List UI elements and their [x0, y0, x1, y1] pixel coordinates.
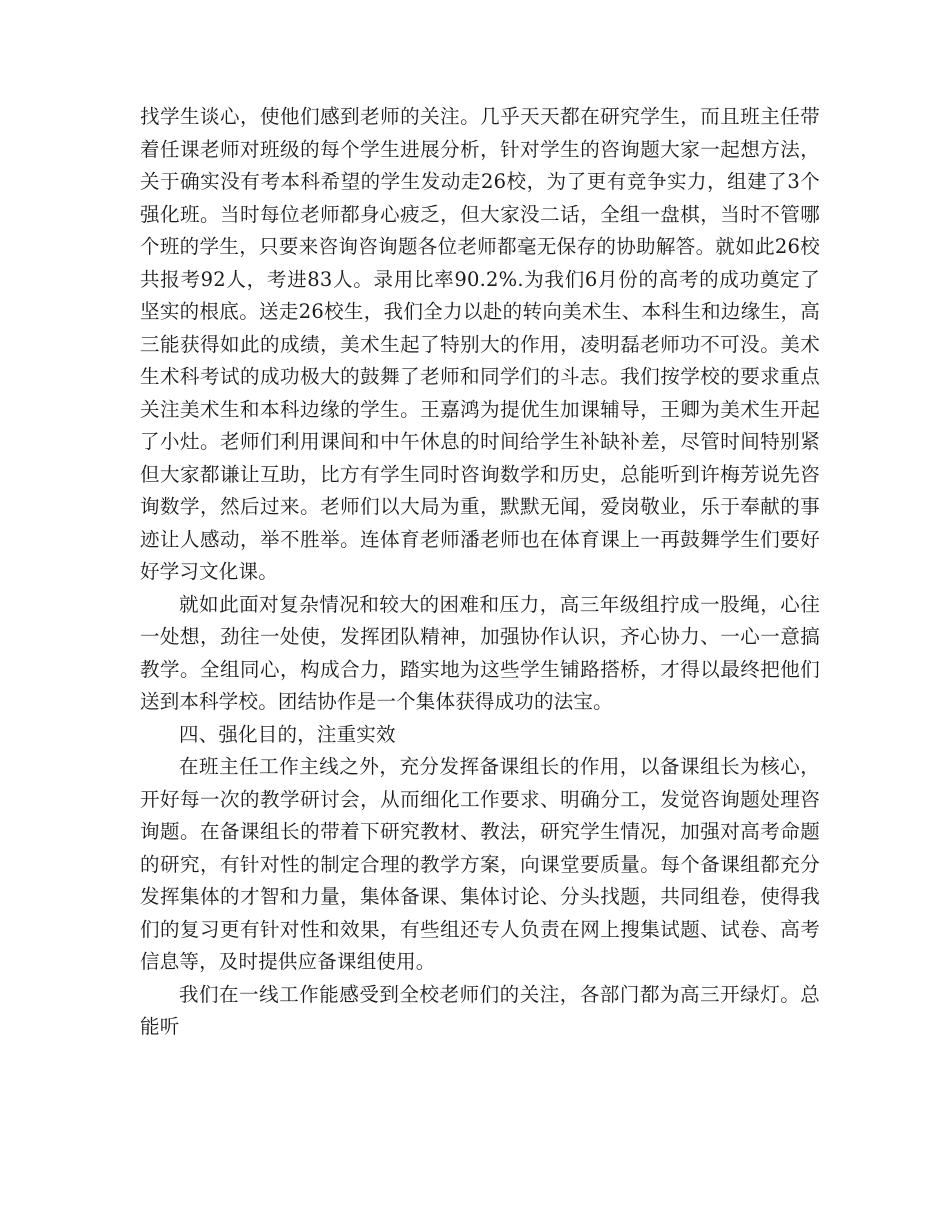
- document-body: [140, 101, 820, 1044]
- paragraph-2: 就如此面对复杂情况和较大的困难和压力，高三年级组拧成一股绳，心往一处想，劲往一处使，发挥团队精神，加强协作认识，齐心协力、一心一意搞教学。全组同心，构成合力，踏实地为这些学生铺路搭桥，才得以最终把他们送到本科学校。团结协作是一个集体获得成功的法宝。: [140, 592, 820, 713]
- paragraph-1: 找学生谈心，使他们感到老师的关注。几乎天天都在研究学生，而且班主任带着任课老师对班级的每个学生进展分析，针对学生的咨询题大家一起想方法，关于确实没有考本科希望的学生发动走26校，为了更有竞争实力，组建了3个强化班。当时每位老师都身心疲乏，但大家没二话，全组一盘棋，当时不管哪个班的学生，只要来咨询咨询题各位老师都毫无保存的协助解答。就如此26校共报考92人，考进83人。录用比率90.2%.为我们6月份的高考的成功奠定了坚实的根底。送走26校生，我们全力以赴的转向美术生、本科生和边缘生，高三能获得如此的成绩，美术生起了特别大的作用，凌明磊老师功不可没。美术生术科考试的成功极大的鼓舞了老师和同学们的斗志。我们按学校的要求重点关注美术生和本科边缘的学生。王嘉鸿为提优生加课辅导，王卿为美术生开起了小灶。老师们利用课间和中午休息的时间给学生补缺补差，尽管时间特别紧但大家都谦让互助，比方有学生同时咨询数学和历史，总能听到许梅芳说先咨询数学，然后过来。老师们以大局为重，默默无闻，爱岗敬业，乐于奉献的事迹让人感动，举不胜举。连体育老师潘老师也在体育课上一再鼓舞学生们要好好学习文化课。: [140, 105, 820, 583]
- paragraph-5: 我们在一线工作能感受到全校老师们的关注，各部门都为高三开绿灯。总能听: [140, 982, 820, 1038]
- section-heading: 四、强化目的，注重实效: [179, 722, 396, 746]
- paragraph-4: 在班主任工作主线之外，充分发挥备课组长的作用，以备课组长为核心，开好每一次的教学研讨会，从而细化工作要求、明确分工，发觉咨询题处理咨询题。在备课组长的带着下研究教材、教法，研究学生情况，加强对高考命题的研究，有针对性的制定合理的教学方案，向课堂要质量。每个备课组都充分发挥集体的才智和力量，集体备课、集体讨论、分头找题，共同组卷，使得我们的复习更有针对性和效果，有些组还专人负责在网上搜集试题、试卷、高考信息等，及时提供应备课组使用。: [140, 755, 820, 973]
